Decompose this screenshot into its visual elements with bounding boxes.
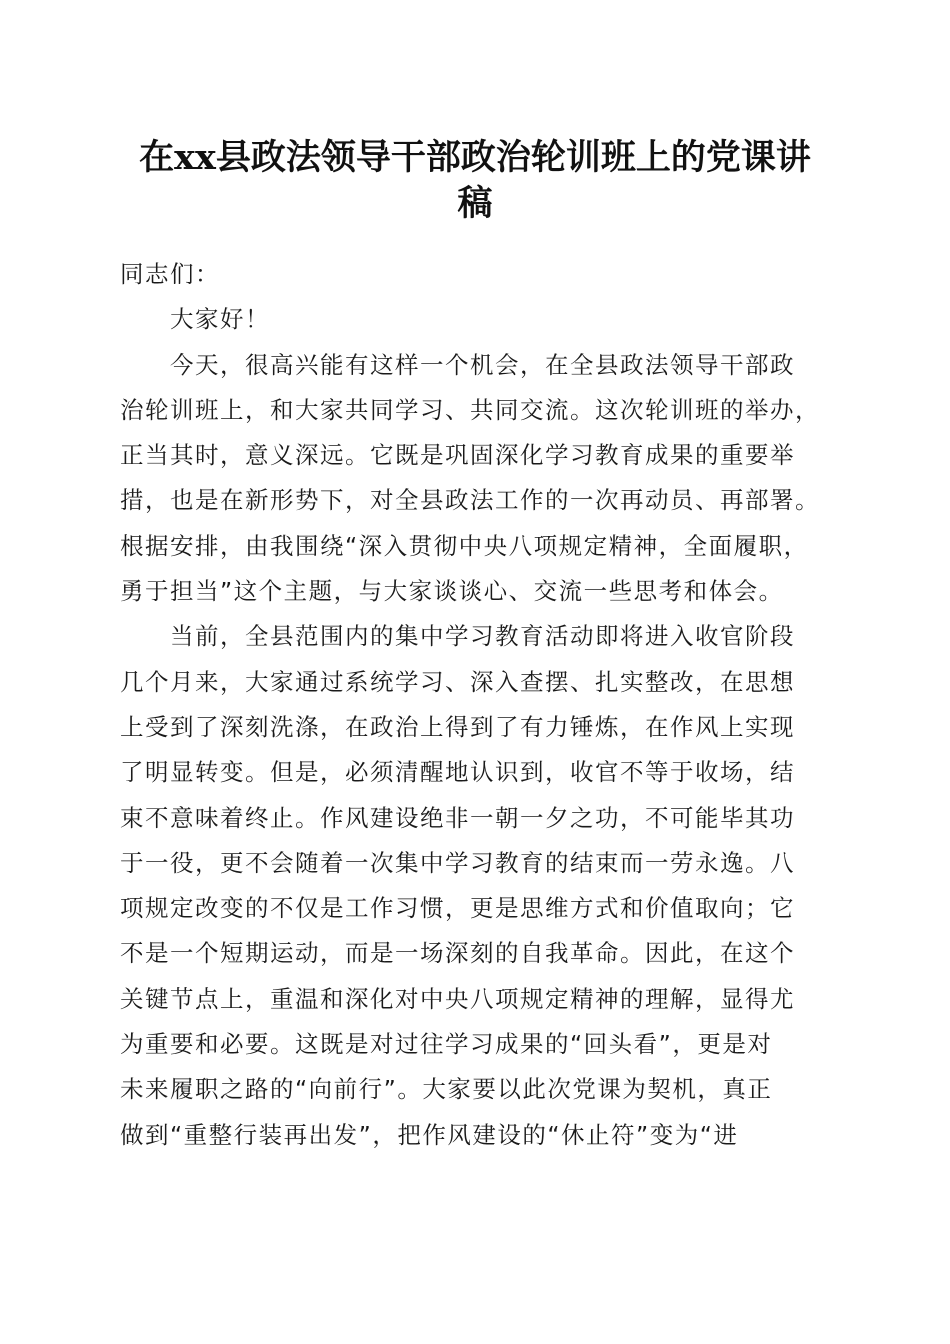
paragraph-1-line: 措，也是在新形势下，对全县政法工作的一次再动员、再部署。 [120, 486, 820, 515]
greeting: 大家好！ [170, 305, 270, 334]
paragraph-2-line: 于一役，更不会随着一次集中学习教育的结束而一劳永逸。八 [120, 848, 795, 877]
paragraph-2-line: 做到“重整行装再出发”，把作风建设的“休止符”变为“进 [120, 1120, 739, 1149]
paragraph-1-line: 根据安排，由我围绕“深入贯彻中央八项规定精神，全面履职， [120, 531, 809, 560]
paragraph-2-line: 不是一个短期运动，而是一场深刻的自我革命。因此，在这个 [120, 939, 795, 968]
title-line-2: 稿 [457, 183, 493, 224]
paragraph-2-line: 为重要和必要。这既是对过往学习成果的“回头看”，更是对 [120, 1030, 773, 1059]
title-line-1: 在xx县政法领导干部政治轮训班上的党课讲 [139, 137, 811, 178]
paragraph-2-line: 上受到了深刻洗涤，在政治上得到了有力锤炼，在作风上实现 [120, 712, 795, 741]
paragraph-2-line: 关键节点上，重温和深化对中央八项规定精神的理解，显得尤 [120, 984, 795, 1013]
paragraph-2-line: 未来履职之路的“向前行”。大家要以此次党课为契机，真正 [120, 1075, 773, 1104]
salutation: 同志们： [120, 260, 220, 288]
paragraph-2-line: 了明显转变。但是，必须清醒地认识到，收官不等于收场，结 [120, 758, 795, 787]
paragraph-2-line: 项规定改变的不仅是工作习惯，更是思维方式和价值取向；它 [120, 894, 795, 923]
paragraph-2-line: 束不意味着终止。作风建设绝非一朝一夕之功，不可能毕其功 [120, 803, 795, 832]
paragraph-2-line: 当前，全县范围内的集中学习教育活动即将进入收官阶段 [170, 622, 795, 651]
document-title [110, 135, 840, 227]
paragraph-2-line: 几个月来，大家通过系统学习、深入查摆、扎实整改，在思想 [120, 667, 795, 696]
paragraph-1-line: 勇于担当”这个主题，与大家谈谈心、交流一些思考和体会。 [120, 577, 784, 606]
paragraph-1-line: 今天，很高兴能有这样一个机会，在全县政法领导干部政 [170, 350, 795, 379]
document-body [120, 252, 830, 1158]
paragraph-1-line: 正当其时，意义深远。它既是巩固深化学习教育成果的重要举 [120, 441, 795, 470]
paragraph-1-line: 治轮训班上，和大家共同学习、共同交流。这次轮训班的举办， [120, 395, 820, 424]
